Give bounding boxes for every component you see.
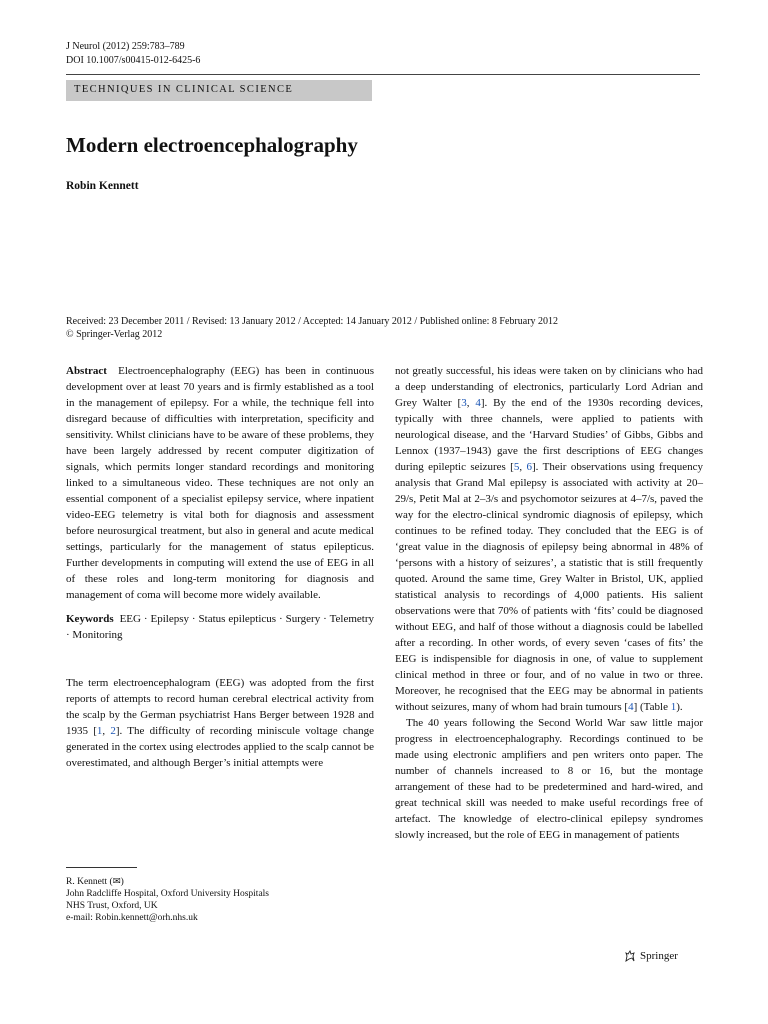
ref-link[interactable]: 2 — [110, 725, 116, 737]
right-column — [395, 363, 703, 843]
author-name: Robin Kennett — [66, 180, 139, 192]
body-text: ). — [676, 701, 683, 713]
body-text: ]. By the end of the 1930s recording devices, typically with three channels, were applied to patients with neurological disease, and the ‘Harvard Studies’ of Gibbs, Gibbs and Lennox (1937–1943) gave the first descriptions of EEG changes during epileptic seizures [ — [395, 397, 704, 473]
section-label: TECHNIQUES IN CLINICAL SCIENCE — [74, 84, 294, 95]
history-dates: Received: 23 December 2011 / Revised: 13 January 2012 / Accepted: 14 January 2012 / Published online: 8 February 2012 — [66, 316, 559, 327]
postwar-paragraph: The 40 years following the Second World War saw little major progress in electroencephalography. Recordings continued to be made using electronic amplifiers and pen writers onto paper. The number of channels increased to 8 or 16, but the montage arrangement of these had to be predetermined and hard-wired, and great technical skill was needed to make useful recordings free of artefact. The knowledge of electro-clinical epilepsy syndromes slowly increased, but the role of EEG in management of patients — [395, 717, 703, 841]
abstract-text: Electroencephalography (EEG) has been in continuous development over at least 70 years and is firmly established as a tool in the management of epilepsy. For a while, the technique fell into disregard because of difficulties with interpretation, specificity and sensitivity. Whilst clinicians have to be aware of these problems, they have been largely addressed by recent computer digitization of signals, which permits longer standard recordings and monitoring linked to a simultaneous video. These techniques are not only an essential component of a specialist epilepsy service, where inpatient video-EEG telemetry is vital both for diagnosis and assessment before neurosurgical treatment, but also in general and acute medical settings, particularly for the management of status epilepticus. Further developments in computing will extend the use of EEG in all of these roles and long-term monitoring for diagnosis and management of coma will become more widely available. — [66, 365, 375, 601]
article-title: Modern electroencephalography — [66, 133, 358, 157]
keywords — [66, 611, 374, 643]
header-rule — [66, 74, 700, 75]
table-link[interactable]: 1 — [670, 701, 677, 713]
ref-separator: , — [102, 725, 111, 737]
affiliation-line: NHS Trust, Oxford, UK — [66, 901, 158, 911]
keywords-label: Keywords — [66, 613, 114, 625]
left-column — [66, 363, 374, 771]
intro-text-b: ]. The difficulty of recording miniscule voltage change generated in the cortex using electrodes applied to the scalp cannot be overestimated, and although Berger’s initial attempts were — [66, 725, 375, 769]
publication-dates — [66, 315, 558, 341]
abstract — [66, 363, 374, 603]
author-email[interactable]: e-mail: Robin.kennett@orh.nhs.uk — [66, 913, 198, 923]
body-text: ] (Table — [633, 701, 671, 713]
corresponding-author: R. Kennett (✉) — [66, 877, 124, 887]
doi[interactable]: DOI 10.1007/s00415-012-6425-6 — [66, 55, 201, 66]
history-paragraph: not greatly successful, his ideas were taken on by clinicians who had a deep understanding of electronics, particularly Lord Adrian and Grey Walter [3, 4]. By the end of the 1930s recording devices, typically with three channels, were applied to patients with neurological disease, and the ‘Harvard Studies’ of Gibbs, Gibbs and Lennox (1937–1943) gave the first descriptions of EEG changes during epileptic seizures [5, 6]. Their observations using frequency analysis that Grand Mal epilepsy is associated with activity at 20–29/s, Petit Mal at 2–3/s and psychomotor seizures at 4–7/s, paved the way for the electro-clinical syndromic diagnosis of epilepsy, which continues to be refined today. They concluded that the EEG is of ‘great value in the diagnosis of epilepsy being abnormal in 48% of ‘persons with a history of seizures’, a statistic that is still frequently quoted. Around the same time, Grey Walter in Bristol, UK, applied statistical analysis to recordings of 4,000 patients. His salient observations were that 70% of patients with ‘fits’ could be diagnosed without EEG, and half of those without a diagnosis could be labelled after a recording. In other words, of every seven ‘cases of fits’ the EEG is indispensible for diagnosis in one, of value to supplement clinical method in three or four, and of no value in two or three. Moreover, he recognised that the EEG may be abnormal in patients without seizures, many of whom had brain tumours [4] (Table 1). — [395, 365, 704, 713]
springer-horse-icon — [624, 950, 636, 962]
body-text: ]. Their observations using frequency analysis that Grand Mal epilepsy is associated with activity at 20–29/s, Petit Mal at 2–3/s and psychomotor seizures at 4–7/s, paved the way for the electro-clinical syndromic diagnosis of epilepsy, which continues to be refined today. They concluded that the EEG is of ‘great value in the diagnosis of epilepsy being abnormal in 48% of ‘persons with a history of seizures’, a statistic that is still frequently quoted. Around the same time, Grey Walter in Bristol, UK, applied statistical analysis to recordings of 4,000 patients. His salient observations were that 70% of patients with ‘fits’ could be diagnosed without EEG, and half of those without a diagnosis could be labelled after a recording. In other words, of every seven ‘cases of fits’ the EEG is indispensible for diagnosis in one, of value to supplement clinical method in three or four, and of no value in two or three. Moreover, he recognised that the EEG may be abnormal in patients without seizures, many of whom had brain tumours [ — [395, 461, 704, 713]
journal-citation: J Neurol (2012) 259:783–789 — [66, 41, 185, 52]
affiliation — [66, 876, 269, 924]
intro-text-a: The term electroencephalogram (EEG) was adopted from the first reports of attempts to record human cerebral electrical activity from the scalp by the German psychiatrist Hans Berger between 1928 and 1935 [ — [66, 677, 374, 737]
affiliation-line: John Radcliffe Hospital, Oxford University Hospitals — [66, 889, 269, 899]
ref-link[interactable]: 4 — [475, 397, 481, 409]
ref-link[interactable]: 6 — [526, 461, 532, 473]
ref-link[interactable]: 5 — [513, 461, 520, 473]
footnote-rule — [66, 867, 137, 868]
abstract-label: Abstract — [66, 365, 107, 377]
publisher-name: Springer — [640, 950, 678, 962]
copyright: © Springer-Verlag 2012 — [66, 329, 163, 340]
body-text: not greatly successful, his ideas were taken on by clinicians who had a deep understanding of electronics, particularly Lord Adrian and Grey Walter [ — [395, 365, 703, 409]
intro-paragraph — [66, 675, 374, 771]
ref-link[interactable]: 1 — [96, 725, 103, 737]
ref-link[interactable]: 4 — [628, 701, 634, 713]
publisher-logo — [624, 950, 678, 962]
keywords-text: EEG · Epilepsy · Status epilepticus · Surgery · Telemetry · Monitoring — [66, 613, 374, 641]
section-banner — [66, 80, 372, 101]
ref-link[interactable]: 3 — [461, 397, 467, 409]
